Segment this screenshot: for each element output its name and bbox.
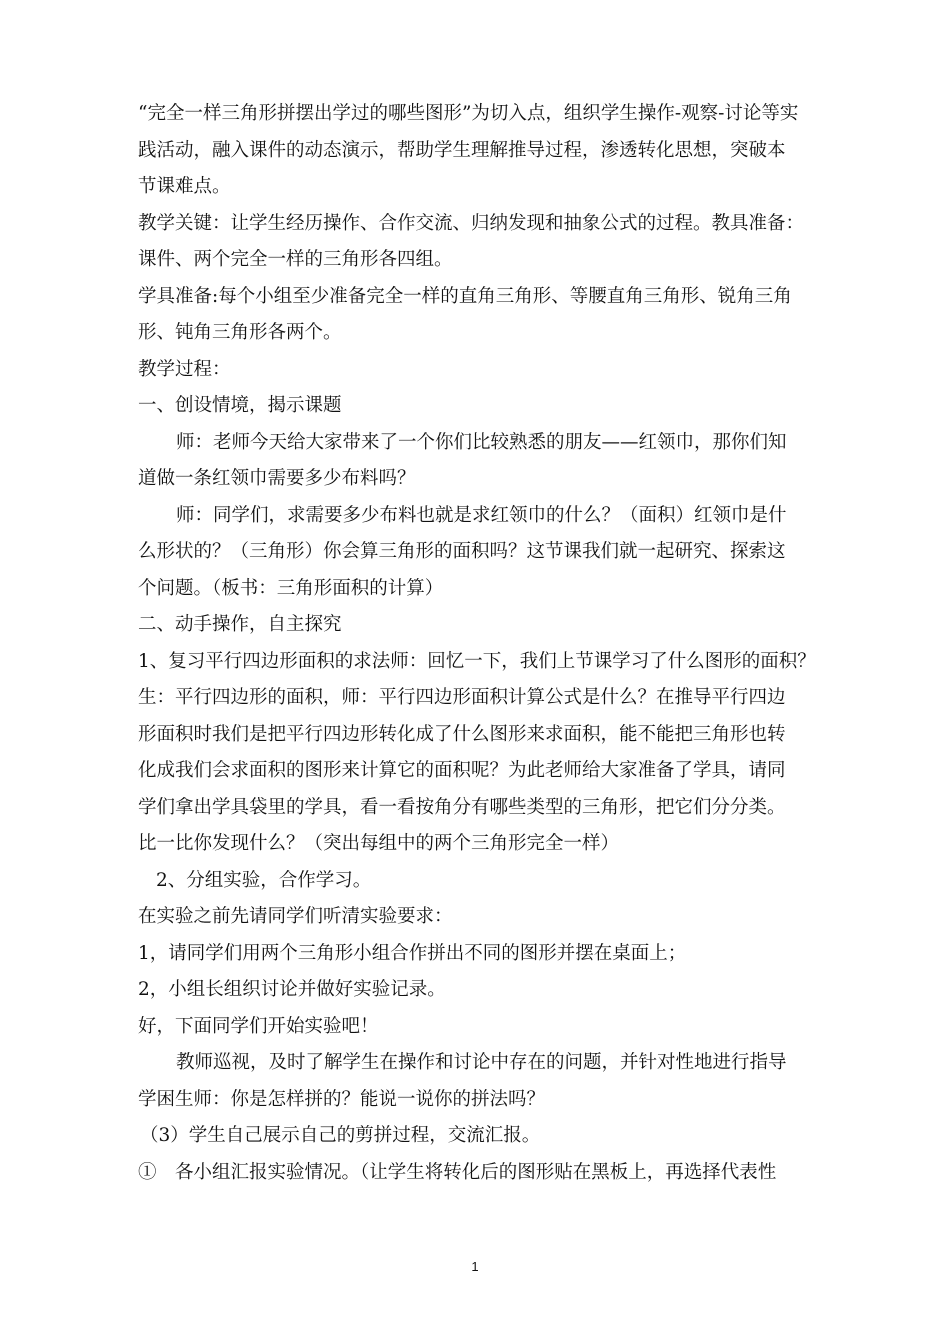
section-heading: 一、创设情境，揭示课题 — [138, 395, 342, 416]
text-line: 比一比你发现什么？（突出每组中的两个三角形完全一样） — [138, 833, 620, 854]
text-line: 形面积时我们是把平行四边形转化成了什么图形来求面积，能不能把三角形也转 — [138, 723, 786, 745]
text-line: 形、钝角三角形各两个。 — [138, 322, 342, 343]
text-line: 节课难点。 — [138, 176, 231, 197]
text-line: 在实验之前先请同学们听清实验要求： — [138, 906, 453, 927]
text-line: ① 各小组汇报实验情况。（让学生将转化后的图形贴在黑板上，再选择代表性 — [138, 1161, 777, 1183]
text-line: 好，下面同学们开始实验吧！ — [138, 1015, 379, 1037]
text-line: 教学关键：让学生经历操作、合作交流、归纳发现和抽象公式的过程。教具准备： — [138, 212, 805, 234]
text-line: 师：老师今天给大家带来了一个你们比较熟悉的朋友——红领巾，那你们知 — [176, 431, 787, 453]
text-line: 1，请同学们用两个三角形小组合作拼出不同的图形并摆在桌面上； — [138, 942, 687, 964]
text-line: 个问题。（板书：三角形面积的计算） — [138, 577, 444, 599]
text-line: 2，小组长组织讨论并做好实验记录。 — [138, 979, 446, 1000]
text-line: 么形状的？（三角形）你会算三角形的面积吗？这节课我们就一起研究、探索这 — [138, 541, 786, 562]
text-line: 2、分组实验，合作学习。 — [156, 869, 372, 891]
text-line: 1、复习平行四边形面积的求法师：回忆一下，我们上节课学习了什么图形的面积？ — [138, 650, 816, 672]
section-label: 教学过程： — [138, 358, 231, 380]
text-line: 师：同学们，求需要多少布料也就是求红领巾的什么？（面积）红领巾是什 — [176, 504, 787, 526]
text-line: 教师巡视，及时了解学生在操作和讨论中存在的问题，并针对性地进行指导 — [176, 1052, 787, 1073]
text-line: 化成我们会求面积的图形来计算它的面积呢？为此老师给大家准备了学具，请同 — [138, 760, 786, 781]
text-line: 学具准备:每个小组至少准备完全一样的直角三角形、等腰直角三角形、锐角三角 — [138, 285, 792, 307]
text-line: 学困生师：你是怎样拼的？能说一说你的拼法吗？ — [138, 1088, 546, 1110]
section-heading: 二、动手操作，自主探究 — [138, 614, 342, 635]
text-line: （3）学生自己展示自己的剪拼过程，交流汇报。 — [140, 1125, 541, 1146]
document-body — [138, 96, 828, 1191]
text-line: 课件、两个完全一样的三角形各四组。 — [138, 249, 453, 270]
text-line: 生：平行四边形的面积，师：平行四边形面积计算公式是什么？在推导平行四边 — [138, 687, 786, 708]
page-number: 1 — [471, 1259, 479, 1274]
text-line: “完全一样三角形拼摆出学过的哪些图形”为切入点，组织学生操作-观察-讨论等实 — [138, 103, 799, 124]
text-line: 践活动，融入课件的动态演示，帮助学生理解推导过程，渗透转化思想，突破本 — [138, 139, 786, 161]
text-line: 学们拿出学具袋里的学具，看一看按角分有哪些类型的三角形，把它们分分类。 — [138, 796, 786, 818]
text-line: 道做一条红领巾需要多少布料吗？ — [138, 468, 416, 489]
